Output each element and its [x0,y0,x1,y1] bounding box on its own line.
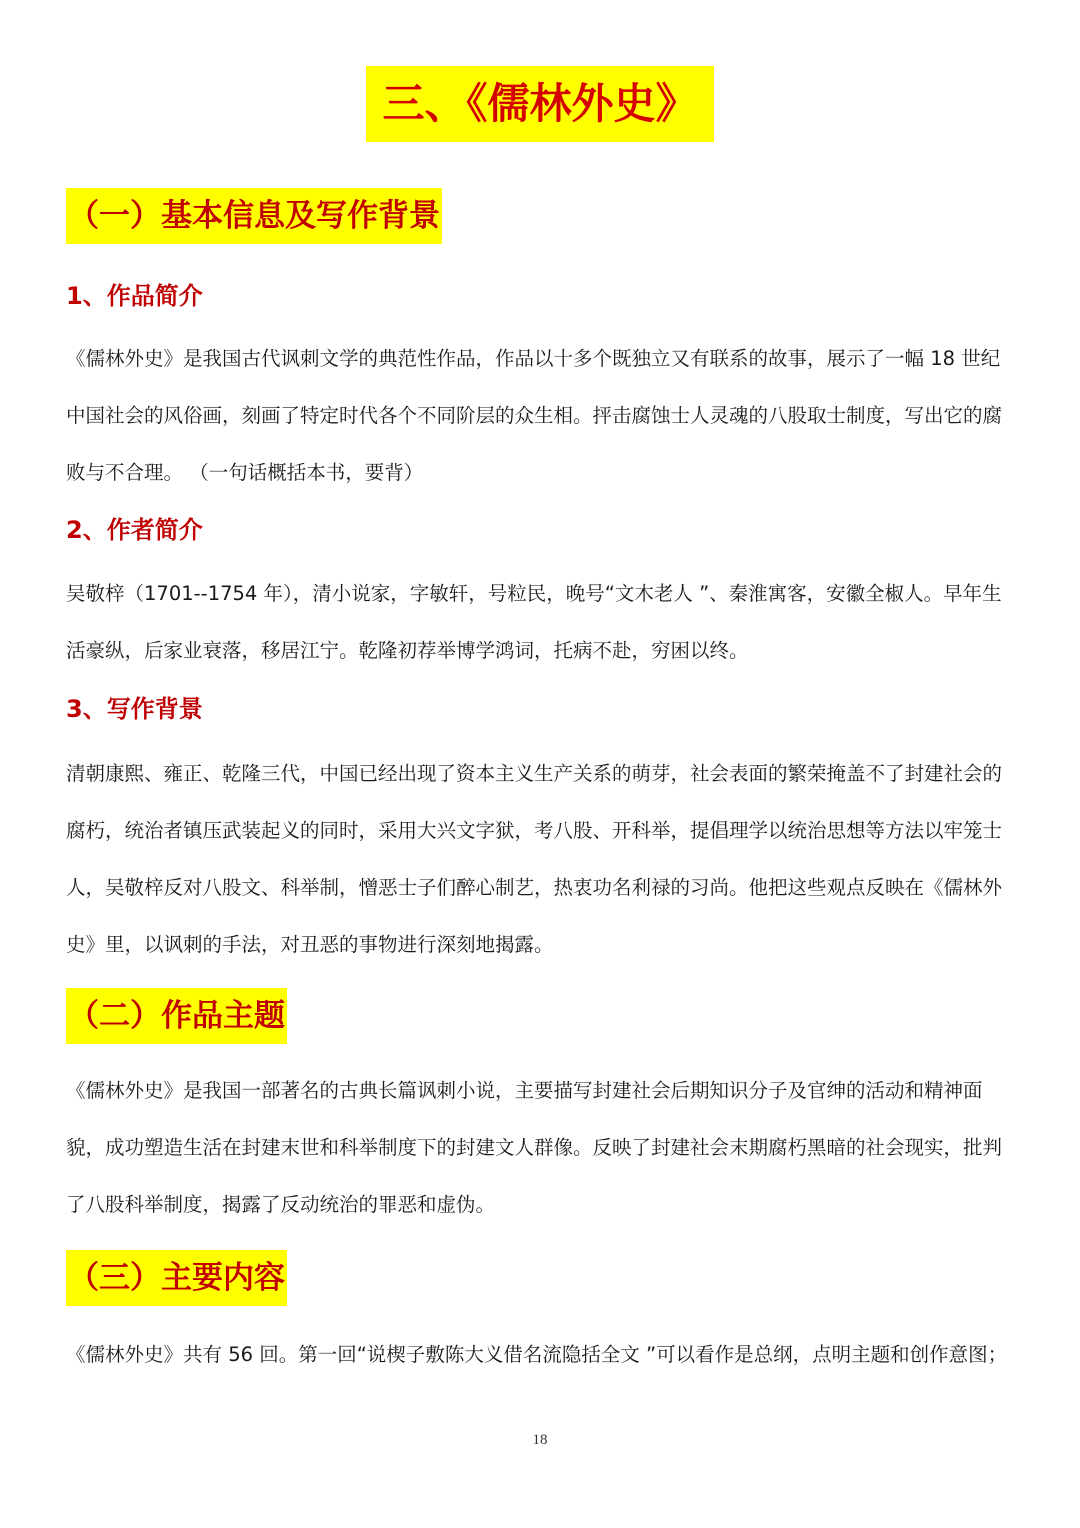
paragraph-author-intro: 吴敬梓（1701--1754 年），清小说家，字敏轩，号粒民，晚号“文木老人 ”、秦淮寓客，安徽全椒人。早年生活豪纵，后家业衰落，移居江宁。乾隆初荐举博学鸿词，托病不赴，穷困以终。 [66,582,1002,662]
page-title: 三、《儒林外史》 [366,66,714,142]
subheading-author-intro: 2、作者简介 [66,516,203,544]
section-heading-basic-info: （一）基本信息及写作背景 [66,188,442,244]
paragraph-writing-background: 清朝康熙、雍正、乾隆三代，中国已经出现了资本主义生产关系的萌芽，社会表面的繁荣掩盖不了封建社会的腐朽，统治者镇压武装起义的同时，采用大兴文字狱，考八股、开科举，提倡理学以统治思想等方法以牢笼士人，吴敬梓反对八股文、科举制，憎恶士子们醉心制艺，热衷功名利禄的习尚。他把这些观点反映在《儒林外史》里，以讽刺的手法，对丑恶的事物进行深刻地揭露。 [66,762,1003,956]
paragraph-theme: 《儒林外史》是我国一部著名的古典长篇讽刺小说，主要描写封建社会后期知识分子及官绅的活动和精神面貌，成功塑造生活在封建末世和科举制度下的封建文人群像。反映了封建社会末期腐朽黑暗的社会现实，批判了八股科举制度，揭露了反动统治的罪恶和虚伪。 [66,1079,1003,1216]
subheading-work-intro: 1、作品简介 [66,282,203,310]
paragraph-work-intro: 《儒林外史》是我国古代讽刺文学的典范性作品，作品以十多个既独立又有联系的故事，展示了一幅 18 世纪中国社会的风俗画，刻画了特定时代各个不同阶层的众生相。抨击腐蚀士人灵魂的八股取士制度，写出它的腐败与不合理。 （一句话概括本书，要背） [66,347,1003,484]
section-heading-theme: （二）作品主题 [66,988,287,1044]
subheading-writing-background: 3、写作背景 [66,695,203,723]
paragraph-main-content: 《儒林外史》共有 56 回。第一回“说楔子敷陈大义借名流隐括全文 ”可以看作是总纲，点明主题和创作意图； [66,1343,1008,1366]
page-number: 18 [532,1432,548,1448]
section-heading-main-content: （三）主要内容 [66,1250,287,1306]
